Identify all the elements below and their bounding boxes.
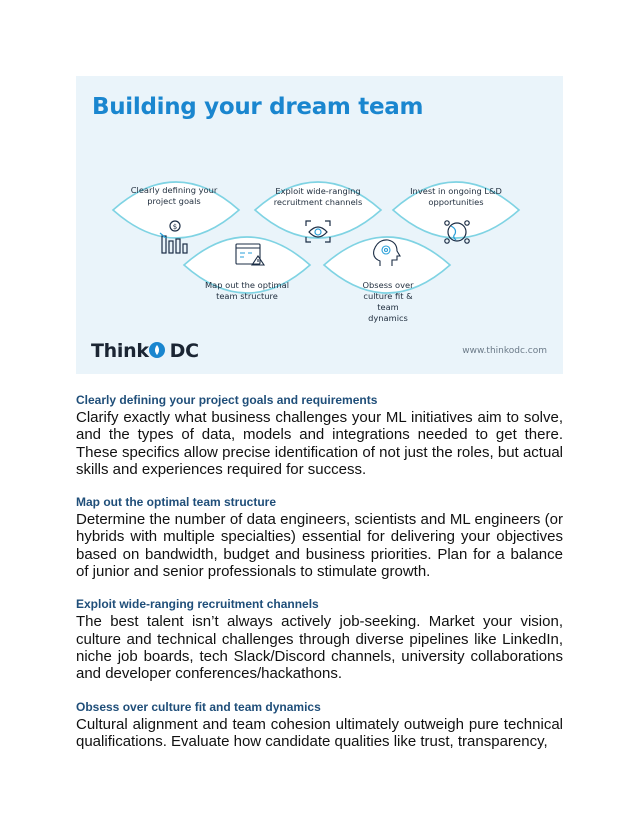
section-heading: Obsess over culture fit and team dynamics bbox=[76, 699, 321, 714]
article-body bbox=[76, 393, 563, 767]
section-culture-fit bbox=[76, 700, 563, 751]
section-heading: Exploit wide-ranging recruitment channels bbox=[76, 597, 319, 612]
section-paragraph: Clarify exactly what business challenges your ML initiatives aim to solve, and the types of data, models and integrations needed to get there. These specifics allow precise identification of not just the roles, but actual skills and experiences required for success. bbox=[76, 409, 563, 478]
infographic bbox=[76, 76, 563, 374]
logo-spacer bbox=[150, 343, 169, 358]
petal-label-culture-fit: Obsess over culture fit & team dynamics bbox=[362, 280, 414, 323]
section-paragraph: Determine the number of data engineers, scientists and ML engineers (or hybrids with multiple specialties) essential for delivering your objectives based on bandwidth, budget and business priorities. Plan for a balance of junior and senior professionals to stimulate growth. bbox=[76, 511, 563, 581]
website-url: www.thinkodc.com bbox=[462, 346, 547, 356]
brand-logo bbox=[91, 340, 199, 362]
section-team-structure bbox=[76, 495, 563, 580]
petal-label-team-structure: Map out the optimal team structure bbox=[205, 280, 289, 301]
brand-name-left: Think bbox=[91, 340, 149, 362]
brand-name-right: DC bbox=[169, 340, 199, 362]
section-paragraph: The best talent isn’t always actively job-seeking. Market your vision, culture and technical challenges through diverse pipelines like LinkedIn, niche job boards, tech Slack/Discord channels, university collaborations and developer conferences/hackathons. bbox=[76, 613, 563, 683]
infographic-title: Building your dream team bbox=[92, 94, 424, 120]
petal-label-learning: Invest in ongoing L&D opportunities bbox=[410, 186, 502, 207]
petal-diagram bbox=[76, 76, 563, 374]
petal-label-project-goals: Clearly defining your project goals bbox=[130, 185, 218, 206]
svg-text:$: $ bbox=[172, 223, 178, 231]
section-project-goals bbox=[76, 393, 563, 478]
section-heading: Clearly defining your project goals and requirements bbox=[76, 393, 378, 407]
petal-label-recruitment: Exploit wide-ranging recruitment channels bbox=[273, 186, 363, 207]
section-heading: Map out the optimal team structure bbox=[76, 495, 277, 510]
section-recruitment bbox=[76, 597, 563, 682]
section-paragraph: Cultural alignment and team cohesion ultimately outweigh pure technical qualifications. Evaluate how candidate qualities like trust, transparency, bbox=[76, 715, 563, 750]
